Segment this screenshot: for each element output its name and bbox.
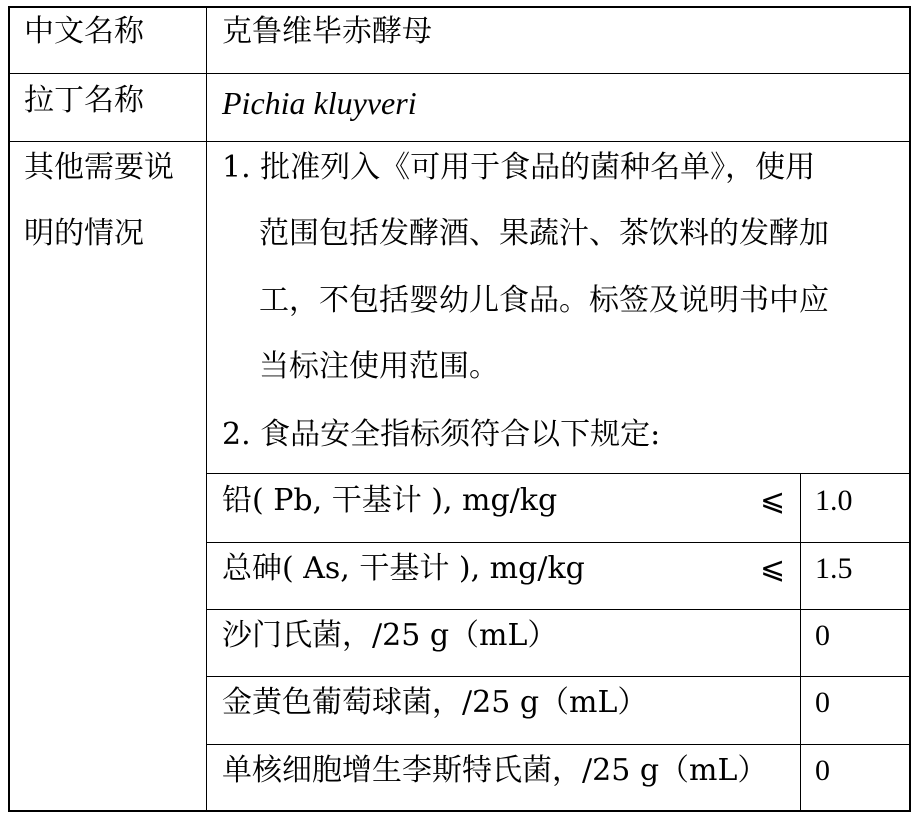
note-para1-line3: 工，不包括婴幼儿食品。标签及说明书中应 <box>259 283 829 318</box>
label-other-notes-line2: 明的情况 <box>24 216 144 251</box>
safety-indicator-staph: 金黄色葡萄球菌，/25 g（mL） <box>222 685 648 720</box>
row-divider-2 <box>8 141 911 142</box>
inner-row-divider-3 <box>206 676 911 677</box>
inner-row-divider-4 <box>206 744 911 745</box>
value-chinese-name: 克鲁维毕赤酵母 <box>222 14 432 49</box>
note-para1-line1: 1. 批准列入《可用于食品的菌种名单》，使用 <box>222 150 816 185</box>
inner-table-top <box>206 473 911 474</box>
safety-value-arsenic: 1.5 <box>815 552 853 585</box>
safety-value-listeria: 0 <box>815 754 830 787</box>
safety-operator-lead: ⩽ <box>760 483 786 518</box>
inner-row-divider-1 <box>206 542 911 543</box>
safety-indicator-salmonella: 沙门氏菌，/25 g（mL） <box>222 618 558 653</box>
inner-value-column-divider <box>800 473 801 812</box>
note-para2: 2. 食品安全指标须符合以下规定: <box>222 417 661 452</box>
safety-indicator-arsenic: 总砷( As, 干基计 ), mg/kg <box>222 551 585 586</box>
safety-indicator-listeria: 单核细胞增生李斯特氏菌，/25 g（mL） <box>222 753 768 788</box>
safety-indicator-lead: 铅( Pb, 干基计 ), mg/kg <box>222 483 558 518</box>
column-divider-main <box>206 6 207 812</box>
value-latin-name: Pichia kluyveri <box>222 85 417 121</box>
safety-value-staph: 0 <box>815 686 830 719</box>
safety-value-salmonella: 0 <box>815 619 830 652</box>
safety-operator-arsenic: ⩽ <box>760 551 786 586</box>
label-chinese-name: 中文名称 <box>24 14 144 49</box>
note-para1-line4: 当标注使用范围。 <box>259 349 499 384</box>
label-other-notes-line1: 其他需要说 <box>24 150 174 185</box>
inner-row-divider-2 <box>206 609 911 610</box>
note-para1-line2: 范围包括发酵酒、果蔬汁、茶饮料的发酵加 <box>259 216 829 251</box>
safety-value-lead: 1.0 <box>815 484 853 517</box>
label-latin-name: 拉丁名称 <box>24 83 144 118</box>
row-divider-1 <box>8 73 911 74</box>
